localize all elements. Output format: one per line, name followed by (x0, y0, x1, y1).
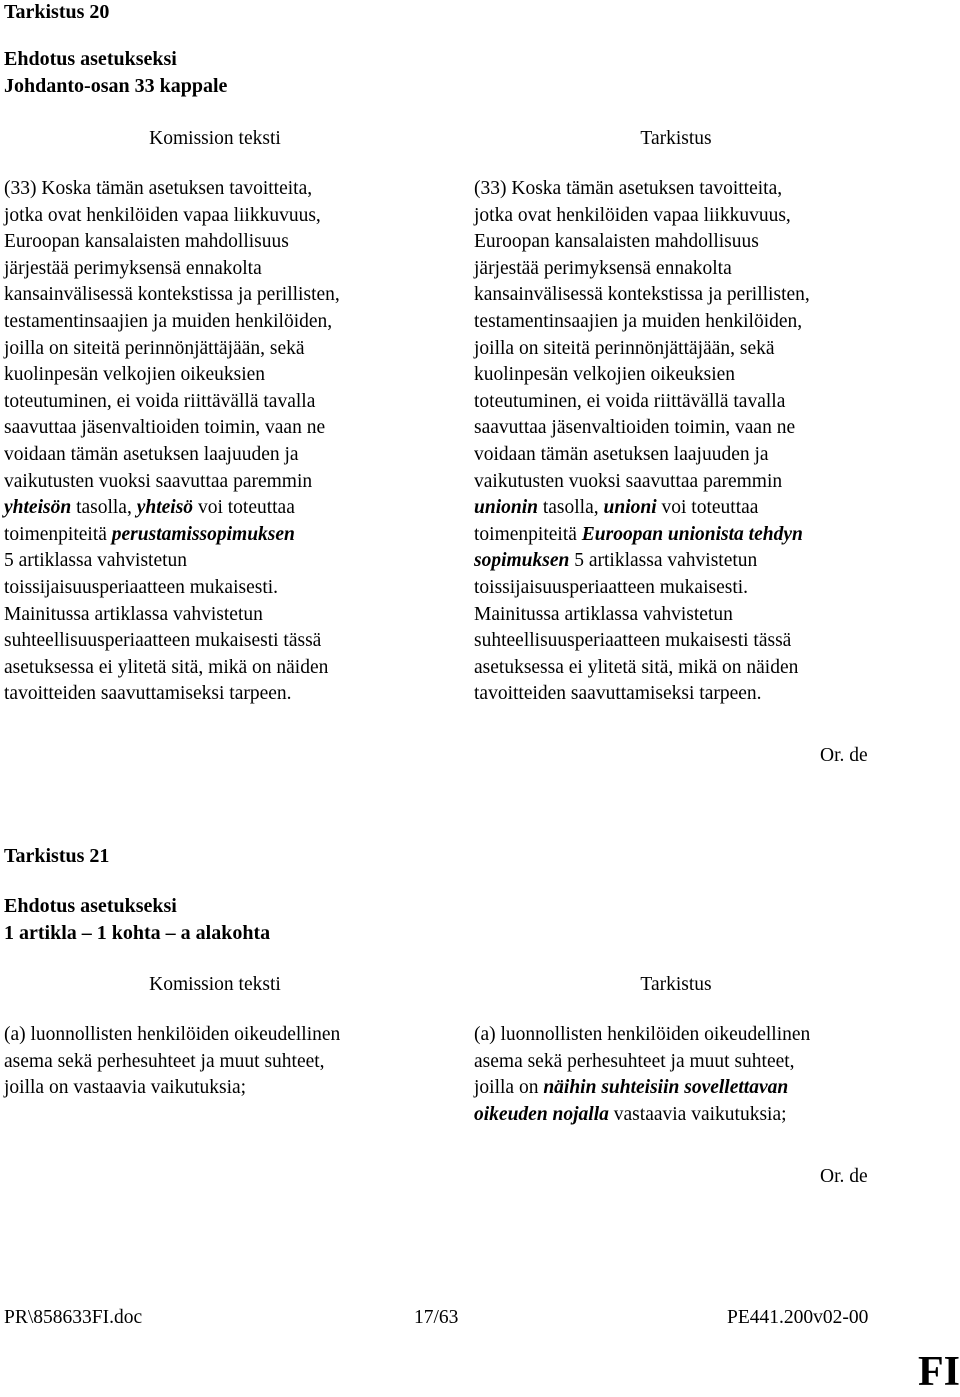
amendment-20-proposal-label: Ehdotus asetukseksi (4, 48, 177, 70)
text-segment: Mainitussa artiklassa vahvistetun (474, 603, 733, 625)
emphasized-text: Euroopan unionista tehdyn (581, 523, 803, 545)
text-line (4, 176, 434, 203)
text-segment: voi toteuttaa (193, 497, 295, 519)
text-line (474, 389, 904, 416)
text-segment: asema sekä perhesuhteet ja muut suhteet, (4, 1050, 325, 1072)
text-line (474, 1075, 904, 1102)
text-segment: toimenpiteitä (4, 523, 112, 545)
text-line (474, 203, 904, 230)
text-segment: (33) Koska tämän asetuksen tavoitteita, (4, 178, 313, 199)
amendment-20-number: Tarkistus 20 (4, 1, 110, 23)
amendment-21-proposal-label: Ehdotus asetukseksi (4, 895, 177, 917)
text-line (4, 282, 434, 309)
emphasized-text: yhteisö (136, 497, 194, 519)
text-segment: joilla on siteitä perinnönjättäjään, sekä (474, 337, 775, 359)
emphasized-text: perustamissopimuksen (111, 523, 295, 545)
text-line (4, 575, 434, 602)
amendment-21-amendment-text (474, 1022, 904, 1128)
text-segment: tasolla, (537, 497, 604, 519)
amendment-20-commission-text (4, 176, 434, 708)
footer-language-code: FI (918, 1349, 960, 1395)
text-line (474, 176, 904, 203)
text-segment: järjestää perimyksensä ennakolta (4, 257, 262, 279)
text-segment: jotka ovat henkilöiden vapaa liikkuvuus, (474, 204, 791, 226)
text-line (474, 628, 904, 655)
text-segment: 5 artiklassa vahvistetun (4, 550, 188, 572)
amendment-21-reference: 1 artikla – 1 kohta – a alakohta (4, 922, 271, 944)
text-line (474, 495, 904, 522)
amendment-21-commission-text (4, 1022, 434, 1102)
amendment-20-left-header: Komission teksti (149, 128, 281, 149)
text-line (4, 229, 434, 256)
text-line (4, 1075, 434, 1102)
text-segment: voidaan tämän asetuksen laajuuden ja (474, 443, 769, 465)
text-segment: toissijaisuusperiaatteen mukaisesti. (474, 576, 749, 598)
emphasized-text: yhteisön (4, 497, 72, 519)
amendment-20-reference: Johdanto-osan 33 kappale (4, 75, 228, 97)
text-line (474, 229, 904, 256)
text-segment: vaikutusten vuoksi saavuttaa paremmin (474, 470, 783, 492)
text-segment: tavoitteiden saavuttamiseksi tarpeen. (4, 683, 292, 705)
footer-doc-ref: PR\858633FI.doc (4, 1307, 143, 1328)
text-line (4, 336, 434, 363)
text-line (4, 362, 434, 389)
text-line (474, 362, 904, 389)
emphasized-text: näihin suhteisiin sovellettavan (543, 1077, 789, 1099)
text-line (4, 1049, 434, 1076)
text-segment: voi toteuttaa (656, 497, 759, 519)
text-line (4, 256, 434, 283)
text-segment: jotka ovat henkilöiden vapaa liikkuvuus, (4, 204, 321, 226)
text-segment: (33) Koska tämän asetuksen tavoitteita, (474, 178, 783, 199)
text-segment: 5 artiklassa vahvistetun (569, 550, 758, 572)
text-segment: toissijaisuusperiaatteen mukaisesti. (4, 576, 279, 598)
text-segment: tavoitteiden saavuttamiseksi tarpeen. (474, 683, 762, 705)
text-line (474, 548, 904, 575)
text-segment: suhteellisuusperiaatteen mukaisesti tässä (474, 630, 792, 652)
text-line (4, 495, 434, 522)
text-segment: toteutuminen, ei voida riittävällä tavalla (4, 390, 316, 412)
text-segment: Euroopan kansalaisten mahdollisuus (474, 231, 759, 253)
text-line (4, 309, 434, 336)
text-line (474, 415, 904, 442)
text-segment: kuolinpesän velkojien oikeuksien (4, 364, 266, 386)
text-segment: suhteellisuusperiaatteen mukaisesti tässä (4, 630, 322, 652)
amendment-21-left-header: Komission teksti (149, 974, 281, 995)
text-segment: järjestää perimyksensä ennakolta (474, 257, 732, 279)
footer-page-number: 17/63 (414, 1307, 459, 1328)
text-line (4, 442, 434, 469)
emphasized-text: unioni (603, 497, 657, 519)
text-line (4, 628, 434, 655)
text-segment: voidaan tämän asetuksen laajuuden ja (4, 443, 299, 465)
text-line (4, 602, 434, 629)
text-segment: kansainvälisessä kontekstissa ja perillisten, (474, 284, 810, 306)
text-segment: joilla on vastaavia vaikutuksia; (4, 1077, 247, 1099)
text-line (474, 1022, 904, 1049)
amendment-20-right-header: Tarkistus (640, 128, 712, 149)
text-line (474, 256, 904, 283)
text-line (4, 389, 434, 416)
amendment-20-amendment-text (474, 176, 904, 708)
text-line (474, 681, 904, 708)
text-line (474, 309, 904, 336)
text-line (474, 602, 904, 629)
footer-pe-ref: PE441.200v02-00 (727, 1307, 869, 1328)
text-segment: tasolla, (71, 497, 137, 519)
text-line (474, 1049, 904, 1076)
text-line (474, 575, 904, 602)
text-line (4, 415, 434, 442)
text-segment: saavuttaa jäsenvaltioiden toimin, vaan ne (4, 417, 326, 439)
text-line (4, 469, 434, 496)
text-segment: asetuksessa ei ylitetä sitä, mikä on näiden (4, 656, 329, 678)
text-line (474, 1102, 904, 1129)
text-segment: (a) luonnollisten henkilöiden oikeudellinen (4, 1024, 341, 1045)
text-segment: Mainitussa artiklassa vahvistetun (4, 603, 263, 625)
text-segment: vastaavia vaikutuksia; (608, 1103, 787, 1125)
amendment-21-original-language: Or. de (820, 1166, 868, 1187)
text-line (474, 469, 904, 496)
text-segment: joilla on (474, 1077, 544, 1099)
emphasized-text: sopimuksen (474, 550, 570, 572)
text-line (4, 203, 434, 230)
emphasized-text: oikeuden nojalla (474, 1103, 609, 1125)
text-segment: (a) luonnollisten henkilöiden oikeudellinen (474, 1024, 811, 1045)
text-segment: testamentinsaajien ja muiden henkilöiden, (4, 310, 333, 332)
text-segment: kuolinpesän velkojien oikeuksien (474, 364, 736, 386)
text-line (4, 1022, 434, 1049)
text-segment: joilla on siteitä perinnönjättäjään, sekä (4, 337, 305, 359)
text-line (474, 655, 904, 682)
text-line (4, 522, 434, 549)
amendment-20-original-language: Or. de (820, 745, 868, 766)
emphasized-text: unionin (474, 497, 538, 519)
text-segment: kansainvälisessä kontekstissa ja perillisten, (4, 284, 340, 306)
text-segment: vaikutusten vuoksi saavuttaa paremmin (4, 470, 313, 492)
text-line (4, 548, 434, 575)
text-line (4, 655, 434, 682)
text-segment: asema sekä perhesuhteet ja muut suhteet, (474, 1050, 795, 1072)
text-line (474, 282, 904, 309)
text-line (474, 336, 904, 363)
text-segment: saavuttaa jäsenvaltioiden toimin, vaan ne (474, 417, 796, 439)
amendment-21-right-header: Tarkistus (640, 974, 712, 995)
text-segment: toteutuminen, ei voida riittävällä tavalla (474, 390, 786, 412)
amendment-21-number: Tarkistus 21 (4, 845, 110, 867)
text-segment: Euroopan kansalaisten mahdollisuus (4, 231, 289, 253)
text-segment: asetuksessa ei ylitetä sitä, mikä on näiden (474, 656, 799, 678)
text-segment: toimenpiteitä (474, 523, 582, 545)
text-line (4, 681, 434, 708)
text-line (474, 522, 904, 549)
text-segment: testamentinsaajien ja muiden henkilöiden, (474, 310, 803, 332)
text-line (474, 442, 904, 469)
